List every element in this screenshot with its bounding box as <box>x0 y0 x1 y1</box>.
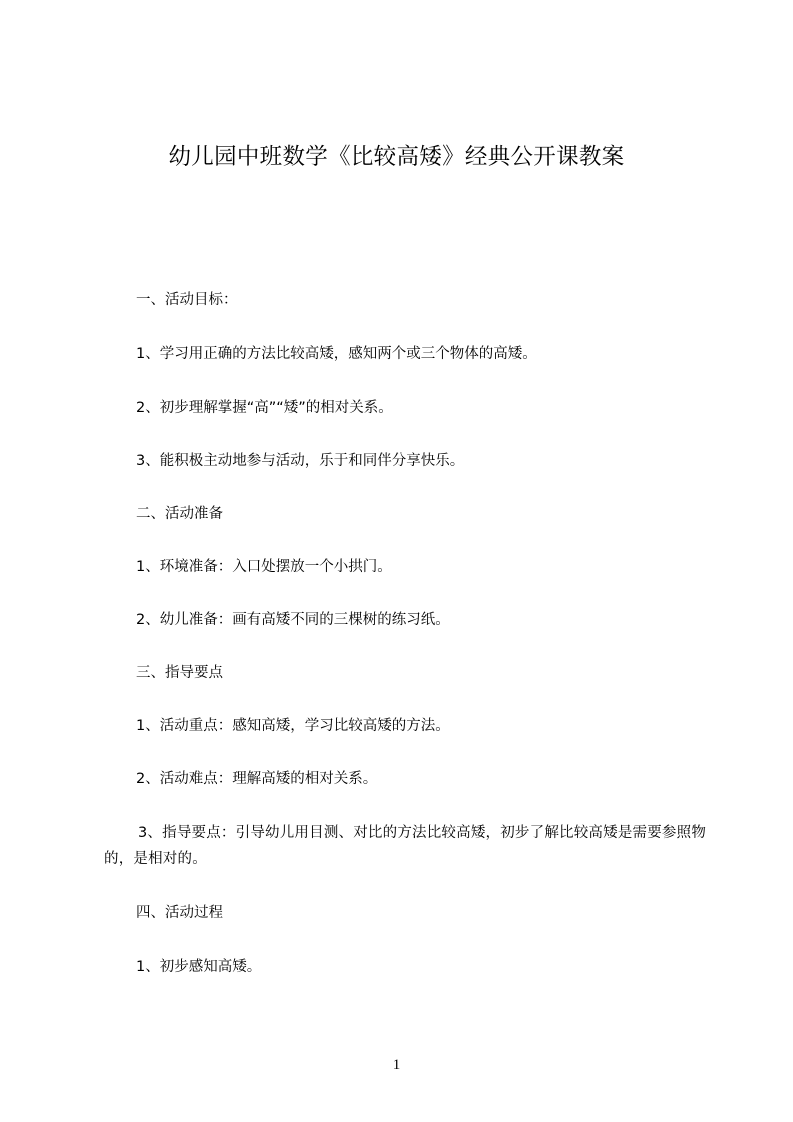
paragraph: 1、环境准备：入口处摆放一个小拱门。 <box>136 559 392 575</box>
paragraph: 1、活动重点：感知高矮，学习比较高矮的方法。 <box>136 718 450 734</box>
document-title: 幼儿园中班数学《比较高矮》经典公开课教案 <box>168 144 625 170</box>
paragraph: 3、指导要点：引导幼儿用目测、对比的方法比较高矮，初步了解比较高矮是需要参照物的，是相对的。 <box>104 825 707 867</box>
section-heading-guidance: 三、指导要点 <box>136 665 223 681</box>
section-heading-goals: 一、活动目标： <box>136 292 238 308</box>
paragraph: 1、学习用正确的方法比较高矮，感知两个或三个物体的高矮。 <box>136 346 537 362</box>
paragraph: 2、幼儿准备：画有高矮不同的三棵树的练习纸。 <box>136 612 450 628</box>
paragraph: 2、初步理解掌握“高”“矮”的相对关系。 <box>136 400 393 416</box>
page-number: 1 <box>392 1057 401 1073</box>
paragraph: 2、活动难点：理解高矮的相对关系。 <box>136 771 378 787</box>
paragraph: 3、能积极主动地参与活动，乐于和同伴分享快乐。 <box>136 453 465 469</box>
section-heading-preparation: 二、活动准备 <box>136 506 223 522</box>
paragraph: 1、初步感知高矮。 <box>136 959 262 975</box>
section-heading-process: 四、活动过程 <box>136 905 223 921</box>
